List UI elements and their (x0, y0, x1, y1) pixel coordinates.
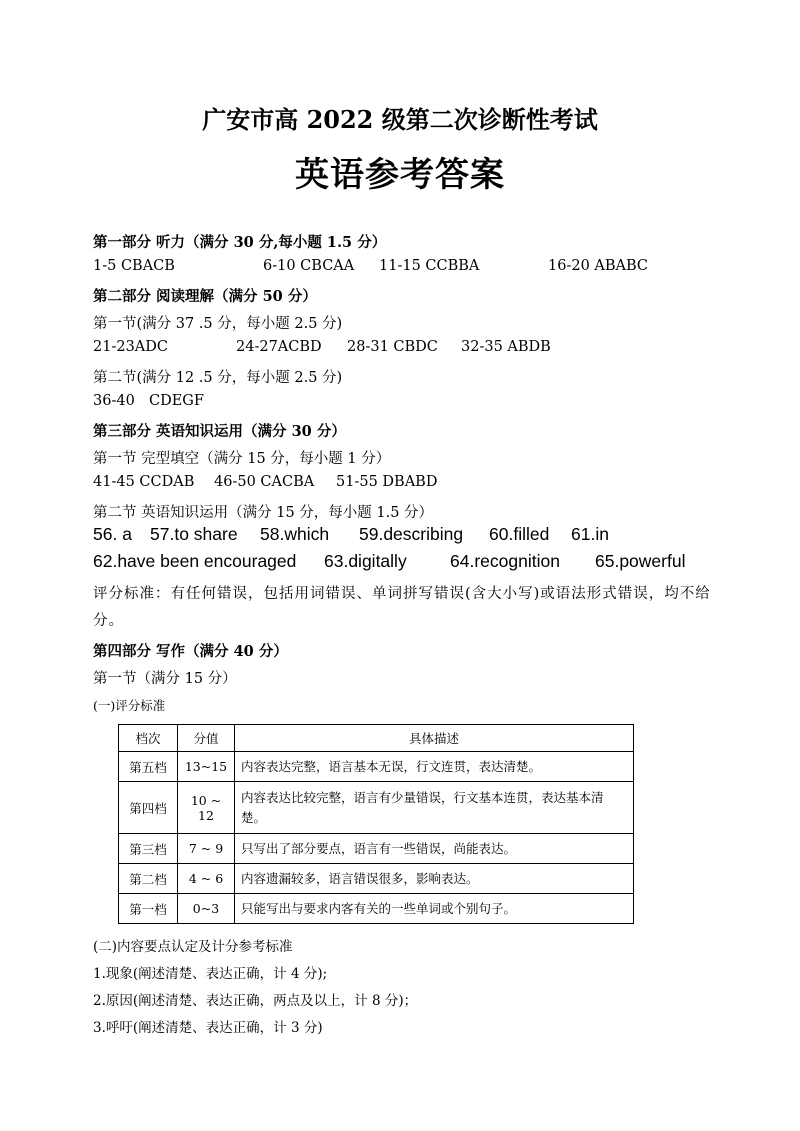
table-header: 档次 (119, 725, 178, 752)
fill-answer: 62.have been encouraged (93, 551, 297, 571)
fill-answer: 63.digitally (324, 551, 407, 571)
content-point: 1.现象(阐述清楚、表达正确，计 4 分); (93, 966, 328, 982)
fill-answer: 58.which (260, 524, 330, 544)
exam-title: 广安市高 2022 级第二次诊断性考试 (202, 105, 598, 134)
answer-group: 41-45 CCDAB (93, 474, 195, 490)
part4-heading: 第四部分 写作（满分 40 分） (93, 643, 288, 660)
fill-answer: 60.filled (489, 524, 550, 544)
part2-sec1-title: 第一节(满分 37 .5 分，每小题 2.5 分) (93, 316, 343, 332)
document-title: 英语参考答案 (295, 155, 505, 195)
table-row (119, 834, 634, 864)
table-cell-level: 第四档 (119, 782, 178, 834)
fill-answer: 61.in (571, 524, 609, 544)
fill-answer: 57.to share (150, 524, 238, 544)
table-row (119, 782, 634, 834)
answer-group: 6-10 CBCAA (263, 258, 355, 274)
answer-group: 24-27ACBD (236, 339, 322, 355)
table-header-row (119, 725, 634, 752)
part4-sub2-title: (二)内容要点认定及计分参考标准 (93, 939, 293, 955)
part4-sec1-title: 第一节（满分 15 分） (93, 671, 237, 687)
table-cell-score: 7 ~ 9 (178, 834, 235, 864)
table-cell-score: 4 ~ 6 (178, 864, 235, 894)
content-point: 2.原因(阐述清楚、表达正确，两点及以上，计 8 分)； (93, 993, 418, 1009)
answer-letters: CDEGF (149, 393, 204, 409)
table-cell-description: 内容表达完整，语言基本无误，行文连贯，表达清楚。 (235, 752, 634, 782)
answer-group: 51-55 DBABD (336, 474, 438, 490)
fill-answer: 65.powerful (595, 551, 686, 571)
part2-sec2-title: 第二节(满分 12 .5 分，每小题 2.5 分) (93, 370, 343, 386)
table-cell-level: 第二档 (119, 864, 178, 894)
part1-heading: 第一部分 听力（满分 30 分,每小题 1.5 分） (93, 234, 387, 251)
answer-group: 46-50 CACBA (214, 474, 315, 490)
answer-group: 32-35 ABDB (461, 339, 551, 355)
table-cell-description: 内容表达比较完整，语言有少量错误，行文基本连贯，表达基本清楚。 (235, 782, 634, 834)
table-cell-level: 第一档 (119, 894, 178, 924)
part4-sub1-title: (一)评分标准 (93, 698, 166, 713)
table-cell-level: 第三档 (119, 834, 178, 864)
table-cell-score: 10 ~ 12 (178, 782, 235, 834)
answer-group: 28-31 CBDC (347, 339, 438, 355)
answer-group: 16-20 ABABC (548, 258, 649, 274)
scoring-table (118, 724, 634, 924)
table-cell-description: 只能写出与要求内客有关的一些单词或个别句子。 (235, 894, 634, 924)
fill-answer: 64.recognition (450, 551, 560, 571)
answer-group: 11-15 CCBBA (379, 258, 480, 274)
table-cell-level: 第五档 (119, 752, 178, 782)
table-row (119, 894, 634, 924)
table-cell-score: 13~15 (178, 752, 235, 782)
table-row (119, 752, 634, 782)
part3-sec1-title: 第一节 完型填空（满分 15 分，每小题 1 分） (93, 451, 391, 467)
table-header: 分值 (178, 725, 235, 752)
table-cell-description: 只写出了部分要点，语言有一些错误，尚能表达。 (235, 834, 634, 864)
answer-group: 21-23ADC (93, 339, 168, 355)
fill-answer: 56. a (93, 524, 132, 544)
part3-heading: 第三部分 英语知识运用（满分 30 分） (93, 423, 346, 440)
table-cell-score: 0~3 (178, 894, 235, 924)
answer-range: 36-40 (93, 393, 135, 409)
table-row (119, 864, 634, 894)
answer-group: 1-5 CBACB (93, 258, 175, 274)
part2-heading: 第二部分 阅读理解（满分 50 分） (93, 288, 317, 305)
content-point: 3.呼吁(阐述清楚、表达正确，计 3 分) (93, 1020, 323, 1036)
fill-answer: 59.describing (359, 524, 464, 544)
table-cell-description: 内容遗漏较多，语言错误很多，影响表达。 (235, 864, 634, 894)
part3-sec2-title: 第二节 英语知识运用（满分 15 分，每小题 1.5 分） (93, 505, 434, 521)
scoring-criteria: 评分标准：有任何错误，包括用词错误、单词拼写错误(含大小写)或语法形式错误，均不给分。 (93, 586, 711, 629)
table-header: 具体描述 (235, 725, 634, 752)
